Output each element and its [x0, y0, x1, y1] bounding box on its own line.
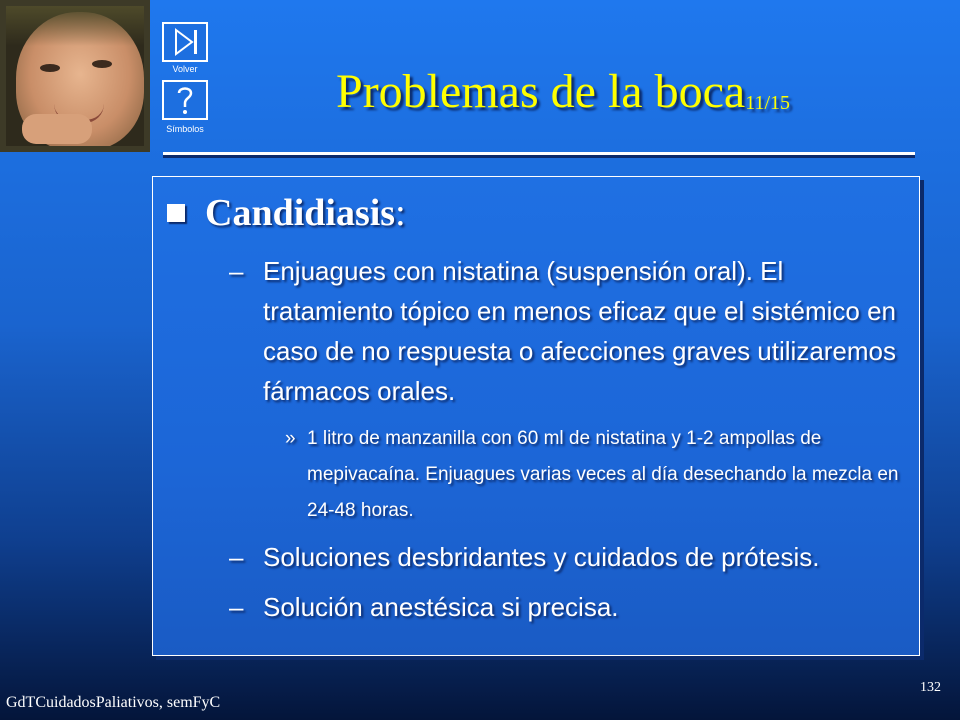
list-item	[229, 251, 909, 411]
heading-bullet	[167, 191, 406, 235]
play-bar-icon	[170, 27, 200, 57]
list-item-text: Soluciones desbridantes y cuidados de prótesis.	[263, 542, 820, 572]
list-item-text: Enjuagues con nistatina (suspensión oral). El tratamiento tópico en menos eficaz que el sistémico en caso de no respuesta o afecciones graves utilizaremos fármacos orales.	[263, 256, 897, 406]
sub-list-item	[285, 421, 905, 529]
hand-shape	[22, 114, 92, 144]
right-eye	[92, 60, 112, 68]
heading-colon: :	[395, 192, 406, 234]
simbolos-label: Símbolos	[166, 124, 204, 134]
volver-button[interactable]	[162, 22, 208, 62]
hair-shape	[6, 6, 150, 46]
simbolos-button[interactable]	[162, 80, 208, 120]
footer-credit: GdTCuidadosPaliativos, semFyC	[6, 694, 221, 711]
list-item	[229, 537, 909, 577]
slide-counter: 11/15	[745, 92, 791, 114]
list-item-text: Solución anestésica si precisa.	[263, 592, 619, 622]
page-number: 132	[920, 680, 941, 695]
title-underline	[163, 152, 915, 155]
list-item	[229, 587, 909, 627]
content-box	[152, 176, 920, 656]
dash-marker: –	[229, 592, 244, 622]
volver-label: Volver	[172, 64, 198, 74]
question-mark-icon	[170, 83, 200, 117]
dash-marker: –	[229, 256, 244, 286]
portrait-image	[0, 0, 150, 152]
sub-list-item-text: 1 litro de manzanilla con 60 ml de nistatina y 1-2 ampollas de mepivacaína. Enjuagues varias veces al día desechando la mezcla en 24-48 horas.	[307, 428, 899, 521]
slide-title	[336, 64, 790, 119]
heading-text: Candidiasis	[205, 192, 396, 234]
dash-marker: –	[229, 542, 244, 572]
left-eye	[40, 64, 60, 72]
square-bullet-icon	[167, 204, 185, 222]
slide-title-text: Problemas de la boca	[336, 65, 746, 118]
raquo-marker: »	[285, 428, 296, 449]
